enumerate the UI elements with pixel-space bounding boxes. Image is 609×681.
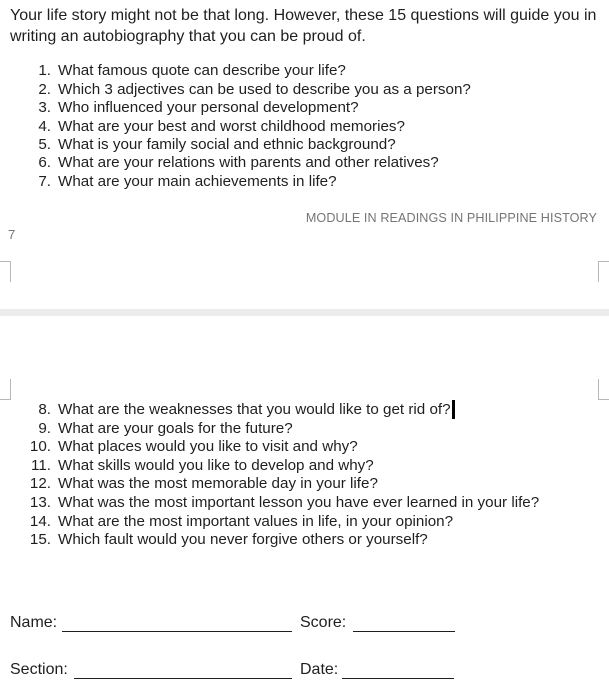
intro-paragraph: Your life story might not be that long. However, these 15 questions will guide you in writing an autobiography that you can be proud of. xyxy=(10,7,597,45)
page-corner-mark xyxy=(0,379,11,400)
module-footer: MODULE IN READINGS IN PHILIPPINE HISTORY xyxy=(305,211,597,225)
page-corner-mark xyxy=(598,379,609,400)
score-field[interactable] xyxy=(353,631,455,632)
section-label: Section: xyxy=(10,661,68,678)
page-break xyxy=(0,309,609,316)
name-label: Name: xyxy=(10,614,58,631)
score-label: Score: xyxy=(300,614,347,631)
page-corner-mark xyxy=(0,261,11,282)
name-field[interactable] xyxy=(62,631,292,632)
page-number: 7 xyxy=(8,227,16,242)
section-field[interactable] xyxy=(74,678,292,679)
date-field[interactable] xyxy=(342,678,454,679)
page-corner-mark xyxy=(598,261,609,282)
date-label: Date: xyxy=(300,661,339,678)
text-cursor xyxy=(452,400,455,419)
